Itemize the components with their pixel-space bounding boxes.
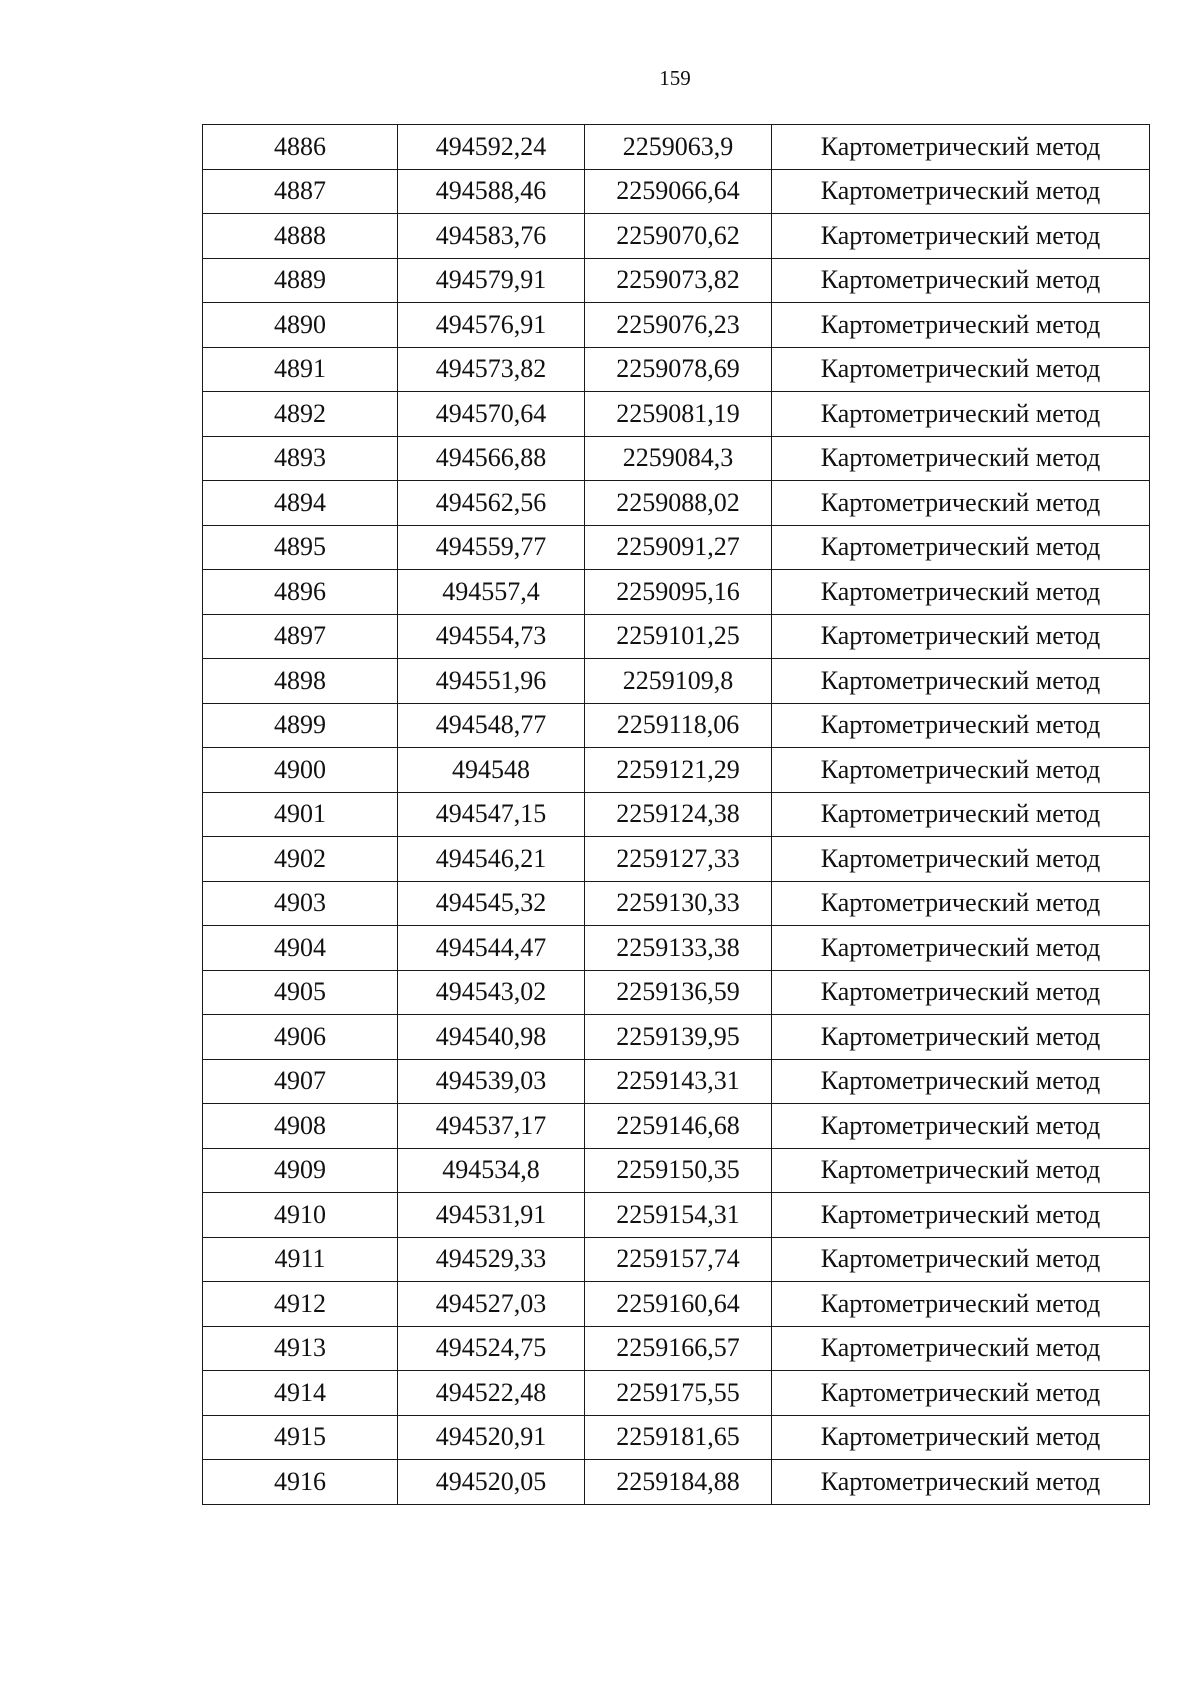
table-row [203,1237,1150,1282]
x-coordinate-cell: 494534,8 [398,1148,585,1193]
y-coordinate-cell: 2259166,57 [585,1326,772,1371]
y-coordinate-cell: 2259157,74 [585,1237,772,1282]
y-coordinate-cell: 2259150,35 [585,1148,772,1193]
method-cell: Картометрический метод [772,1148,1150,1193]
page-number: 159 [659,66,691,90]
table-row [203,792,1150,837]
table-row [203,525,1150,570]
point-number-cell: 4900 [203,748,398,793]
point-number-cell: 4888 [203,214,398,259]
y-coordinate-cell: 2259076,23 [585,303,772,348]
y-coordinate-cell: 2259146,68 [585,1104,772,1149]
table-row [203,614,1150,659]
table-row [203,1415,1150,1460]
y-coordinate-cell: 2259084,3 [585,436,772,481]
x-coordinate-cell: 494520,91 [398,1415,585,1460]
y-coordinate-cell: 2259081,19 [585,392,772,437]
point-number-cell: 4892 [203,392,398,437]
method-cell: Картометрический метод [772,1371,1150,1416]
point-number-cell: 4889 [203,258,398,303]
table-row [203,1326,1150,1371]
x-coordinate-cell: 494554,73 [398,614,585,659]
table-row [203,1282,1150,1327]
point-number-cell: 4915 [203,1415,398,1460]
table-row [203,570,1150,615]
method-cell: Картометрический метод [772,347,1150,392]
y-coordinate-cell: 2259121,29 [585,748,772,793]
table-row [203,1148,1150,1193]
point-number-cell: 4886 [203,125,398,170]
table-row [203,303,1150,348]
method-cell: Картометрический метод [772,837,1150,882]
y-coordinate-cell: 2259109,8 [585,659,772,704]
table-row [203,1460,1150,1505]
y-coordinate-cell: 2259133,38 [585,926,772,971]
y-coordinate-cell: 2259066,64 [585,169,772,214]
y-coordinate-cell: 2259130,33 [585,881,772,926]
y-coordinate-cell: 2259136,59 [585,970,772,1015]
point-number-cell: 4898 [203,659,398,704]
point-number-cell: 4904 [203,926,398,971]
method-cell: Картометрический метод [772,614,1150,659]
method-cell: Картометрический метод [772,659,1150,704]
y-coordinate-cell: 2259063,9 [585,125,772,170]
point-number-cell: 4895 [203,525,398,570]
y-coordinate-cell: 2259181,65 [585,1415,772,1460]
x-coordinate-cell: 494548 [398,748,585,793]
x-coordinate-cell: 494559,77 [398,525,585,570]
x-coordinate-cell: 494539,03 [398,1059,585,1104]
table-row [203,347,1150,392]
table-row [203,1059,1150,1104]
x-coordinate-cell: 494531,91 [398,1193,585,1238]
point-number-cell: 4901 [203,792,398,837]
point-number-cell: 4897 [203,614,398,659]
x-coordinate-cell: 494573,82 [398,347,585,392]
point-number-cell: 4910 [203,1193,398,1238]
table-row [203,748,1150,793]
point-number-cell: 4903 [203,881,398,926]
point-number-cell: 4908 [203,1104,398,1149]
x-coordinate-cell: 494544,47 [398,926,585,971]
method-cell: Картометрический метод [772,703,1150,748]
x-coordinate-cell: 494537,17 [398,1104,585,1149]
point-number-cell: 4887 [203,169,398,214]
point-number-cell: 4905 [203,970,398,1015]
y-coordinate-cell: 2259124,38 [585,792,772,837]
method-cell: Картометрический метод [772,748,1150,793]
table-row [203,1371,1150,1416]
method-cell: Картометрический метод [772,926,1150,971]
table-row [203,481,1150,526]
point-number-cell: 4914 [203,1371,398,1416]
y-coordinate-cell: 2259175,55 [585,1371,772,1416]
x-coordinate-cell: 494540,98 [398,1015,585,1060]
x-coordinate-cell: 494570,64 [398,392,585,437]
y-coordinate-cell: 2259070,62 [585,214,772,259]
method-cell: Картометрический метод [772,792,1150,837]
table-row [203,1104,1150,1149]
coordinates-table [202,124,1150,1505]
method-cell: Картометрический метод [772,1015,1150,1060]
x-coordinate-cell: 494562,56 [398,481,585,526]
x-coordinate-cell: 494547,15 [398,792,585,837]
method-cell: Картометрический метод [772,525,1150,570]
table-row [203,703,1150,748]
x-coordinate-cell: 494545,32 [398,881,585,926]
x-coordinate-cell: 494543,02 [398,970,585,1015]
table-row [203,1193,1150,1238]
y-coordinate-cell: 2259139,95 [585,1015,772,1060]
method-cell: Картометрический метод [772,1415,1150,1460]
method-cell: Картометрический метод [772,1193,1150,1238]
point-number-cell: 4913 [203,1326,398,1371]
point-number-cell: 4916 [203,1460,398,1505]
y-coordinate-cell: 2259095,16 [585,570,772,615]
method-cell: Картометрический метод [772,970,1150,1015]
point-number-cell: 4911 [203,1237,398,1282]
x-coordinate-cell: 494576,91 [398,303,585,348]
x-coordinate-cell: 494522,48 [398,1371,585,1416]
table-row [203,659,1150,704]
method-cell: Картометрический метод [772,436,1150,481]
method-cell: Картометрический метод [772,1460,1150,1505]
method-cell: Картометрический метод [772,303,1150,348]
y-coordinate-cell: 2259118,06 [585,703,772,748]
y-coordinate-cell: 2259091,27 [585,525,772,570]
table-row [203,1015,1150,1060]
table-row [203,436,1150,481]
table-row [203,258,1150,303]
table-row [203,214,1150,259]
method-cell: Картометрический метод [772,1104,1150,1149]
x-coordinate-cell: 494546,21 [398,837,585,882]
table-body [203,125,1150,1505]
method-cell: Картометрический метод [772,169,1150,214]
table-row [203,837,1150,882]
x-coordinate-cell: 494588,46 [398,169,585,214]
method-cell: Картометрический метод [772,1326,1150,1371]
x-coordinate-cell: 494551,96 [398,659,585,704]
y-coordinate-cell: 2259127,33 [585,837,772,882]
method-cell: Картометрический метод [772,1059,1150,1104]
y-coordinate-cell: 2259101,25 [585,614,772,659]
y-coordinate-cell: 2259088,02 [585,481,772,526]
x-coordinate-cell: 494566,88 [398,436,585,481]
y-coordinate-cell: 2259184,88 [585,1460,772,1505]
x-coordinate-cell: 494520,05 [398,1460,585,1505]
point-number-cell: 4912 [203,1282,398,1327]
x-coordinate-cell: 494583,76 [398,214,585,259]
method-cell: Картометрический метод [772,1282,1150,1327]
x-coordinate-cell: 494557,4 [398,570,585,615]
y-coordinate-cell: 2259078,69 [585,347,772,392]
x-coordinate-cell: 494529,33 [398,1237,585,1282]
y-coordinate-cell: 2259143,31 [585,1059,772,1104]
x-coordinate-cell: 494527,03 [398,1282,585,1327]
point-number-cell: 4907 [203,1059,398,1104]
point-number-cell: 4896 [203,570,398,615]
table-row [203,970,1150,1015]
point-number-cell: 4894 [203,481,398,526]
point-number-cell: 4909 [203,1148,398,1193]
table-row [203,125,1150,170]
point-number-cell: 4899 [203,703,398,748]
point-number-cell: 4890 [203,303,398,348]
x-coordinate-cell: 494592,24 [398,125,585,170]
method-cell: Картометрический метод [772,125,1150,170]
method-cell: Картометрический метод [772,570,1150,615]
table-row [203,169,1150,214]
point-number-cell: 4902 [203,837,398,882]
method-cell: Картометрический метод [772,1237,1150,1282]
x-coordinate-cell: 494579,91 [398,258,585,303]
table-row [203,881,1150,926]
table-row [203,926,1150,971]
method-cell: Картометрический метод [772,214,1150,259]
method-cell: Картометрический метод [772,881,1150,926]
x-coordinate-cell: 494548,77 [398,703,585,748]
x-coordinate-cell: 494524,75 [398,1326,585,1371]
method-cell: Картометрический метод [772,481,1150,526]
y-coordinate-cell: 2259160,64 [585,1282,772,1327]
method-cell: Картометрический метод [772,258,1150,303]
point-number-cell: 4891 [203,347,398,392]
table-row [203,392,1150,437]
y-coordinate-cell: 2259154,31 [585,1193,772,1238]
point-number-cell: 4893 [203,436,398,481]
y-coordinate-cell: 2259073,82 [585,258,772,303]
point-number-cell: 4906 [203,1015,398,1060]
method-cell: Картометрический метод [772,392,1150,437]
